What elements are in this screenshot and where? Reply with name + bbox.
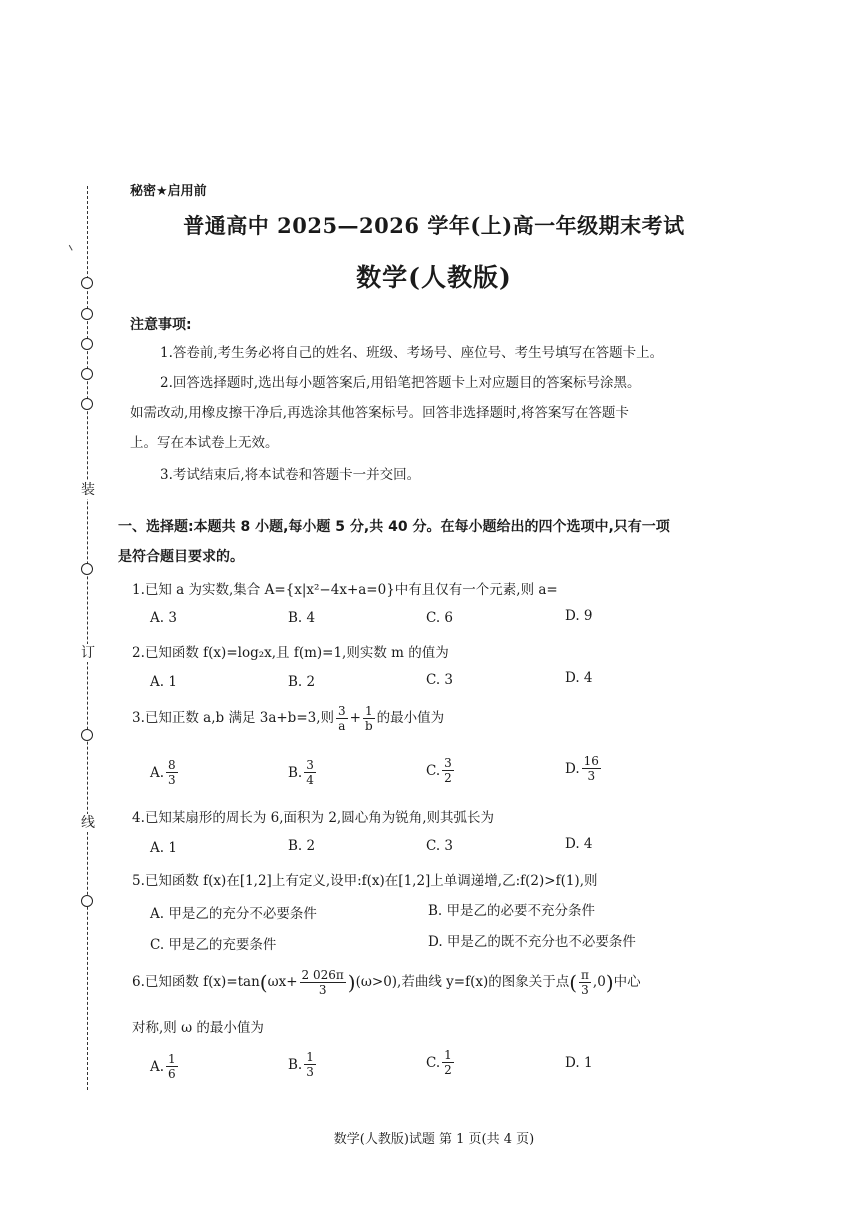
question-2-option-c: C. 3 bbox=[426, 672, 454, 688]
fraction: $\frac{3}{a}$ bbox=[338, 704, 346, 733]
question-2-option-d: D. 4 bbox=[565, 670, 593, 686]
binding-hole-icon bbox=[81, 895, 93, 907]
question-5-option-d: D. 甲是乙的既不充分也不必要条件 bbox=[428, 934, 636, 950]
question-5-stem: 5.已知函数 f(x)在[1,2]上有定义,设甲:f(x)在[1,2]上单调递增,乙:f(2)>f(1),则 bbox=[132, 873, 598, 889]
binding-dashed-line bbox=[87, 186, 88, 1090]
exam-title: 普通高中 2025—2026 学年(上)高一年级期末考试 bbox=[183, 213, 685, 238]
question-4-option-c: C. 3 bbox=[426, 838, 454, 854]
question-3-option-d: D. $\frac{16}{3}$ bbox=[565, 754, 599, 783]
section-heading: 一、选择题:本题共 8 小题,每小题 5 分,共 40 分。在每小题给出的四个选项中,只有一项 是符合题目要求的。 bbox=[118, 519, 670, 565]
fraction: $\frac{1}{b}$ bbox=[364, 704, 373, 733]
question-1-option-c: C. 6 bbox=[426, 610, 454, 626]
question-6-option-a: A. $\frac{1}{6}$ bbox=[150, 1052, 176, 1081]
binding-hole-icon bbox=[81, 729, 93, 741]
question-2-stem: 2.已知函数 f(x)=log₂x,且 f(m)=1,则实数 m 的值为 bbox=[132, 645, 449, 661]
question-2-option-b: B. 2 bbox=[288, 674, 316, 690]
question-6-option-c: C. $\frac{1}{2}$ bbox=[426, 1048, 452, 1077]
question-3-stem: 3.已知正数 a,b 满足 3a+b=3,则 $\frac{3}{a}$ + $\frac{1}{b}$ 的最小值为 bbox=[132, 704, 445, 733]
note-item-1: 1.答卷前,考生务必将自己的姓名、班级、考场号、座位号、考生号填写在答题卡上。 bbox=[160, 345, 664, 361]
binding-char-zhuang: 装 bbox=[78, 481, 98, 499]
question-4-option-b: B. 2 bbox=[288, 838, 316, 854]
binding-hole-icon bbox=[81, 368, 93, 380]
question-5-option-a: A. 甲是乙的充分不必要条件 bbox=[150, 906, 317, 922]
note-item-2-cont: 如需改动,用橡皮擦干净后,再选涂其他答案标号。回答非选择题时,将答案写在答题卡 bbox=[130, 405, 629, 421]
question-3-option-b: B. $\frac{3}{4}$ bbox=[288, 758, 314, 787]
binding-hole-icon bbox=[81, 563, 93, 575]
question-6-stem-line2: 对称,则 ω 的最小值为 bbox=[132, 1020, 264, 1036]
question-6-stem: 6.已知函数 f(x)=tan(ωx+ $\frac{2 026\pi}{3}$ )(ω>0),若曲线 y=f(x)的图象关于点( $\frac{\pi}{3}$ ,0)中心 bbox=[132, 968, 641, 997]
question-4-option-d: D. 4 bbox=[565, 836, 593, 852]
binding-hole-icon bbox=[81, 308, 93, 320]
confidential-label: 秘密★启用前 bbox=[130, 184, 207, 199]
question-1-option-a: A. 3 bbox=[150, 610, 177, 626]
question-4-option-a: A. 1 bbox=[150, 840, 177, 856]
question-6-option-d: D. 1 bbox=[565, 1055, 593, 1071]
question-6-option-b: B. $\frac{1}{3}$ bbox=[288, 1050, 314, 1079]
note-item-2: 2.回答选择题时,选出每小题答案后,用铅笔把答题卡上对应题目的答案标号涂黑。 bbox=[160, 375, 641, 391]
binding-char-ding: 订 bbox=[78, 644, 98, 662]
notes-heading: 注意事项: bbox=[130, 317, 192, 333]
note-item-3: 3.考试结束后,将本试卷和答题卡一并交回。 bbox=[160, 467, 421, 483]
question-1-option-d: D. 9 bbox=[565, 608, 593, 624]
question-3-option-c: C. $\frac{3}{2}$ bbox=[426, 756, 452, 785]
question-5-option-c: C. 甲是乙的充要条件 bbox=[150, 937, 277, 953]
binding-hole-icon bbox=[81, 398, 93, 410]
question-4-stem: 4.已知某扇形的周长为 6,面积为 2,圆心角为锐角,则其弧长为 bbox=[132, 810, 495, 826]
question-3-option-a: A. $\frac{8}{3}$ bbox=[150, 758, 176, 787]
note-item-2-end: 上。写在本试卷上无效。 bbox=[130, 435, 279, 451]
page-footer: 数学(人教版)试题 第 1 页(共 4 页) bbox=[333, 1132, 535, 1147]
question-1-stem: 1.已知 a 为实数,集合 A={x|x²−4x+a=0}中有且仅有一个元素,则 a= bbox=[132, 582, 558, 598]
exam-subtitle: 数学(人教版) bbox=[356, 263, 512, 292]
question-5-option-b: B. 甲是乙的必要不充分条件 bbox=[428, 903, 596, 919]
question-2-option-a: A. 1 bbox=[150, 674, 177, 690]
binding-hole-icon bbox=[81, 338, 93, 350]
fraction: $\frac{\pi}{3}$ bbox=[581, 968, 589, 997]
scan-mark bbox=[69, 243, 75, 250]
fraction: $\frac{2 026\pi}{3}$ bbox=[301, 968, 344, 997]
binding-char-xian: 线 bbox=[78, 814, 98, 832]
question-1-option-b: B. 4 bbox=[288, 610, 316, 626]
